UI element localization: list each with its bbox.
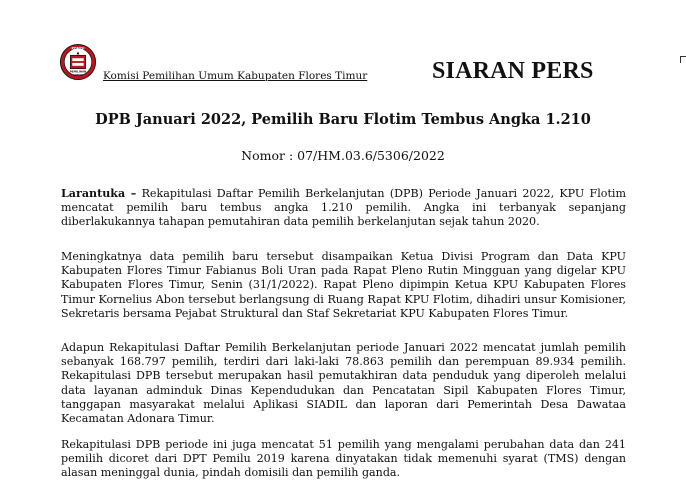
reference-number: Nomor : 07/HM.03.6/5306/2022: [241, 148, 445, 163]
press-release-headline: DPB Januari 2022, Pemilih Baru Flotim Tembus Angka 1.210: [95, 111, 591, 128]
kpu-logo-icon: [59, 43, 97, 81]
document-type-title: SIARAN PERS: [432, 58, 594, 84]
paragraph-3: Adapun Rekapitulasi Daftar Pemilih Berkelanjutan periode Januari 2022 mencatat jumlah pemilih sebanyak 168.797 pemilih, terdiri dari laki-laki 78.863 pemilih dan perempuan 89.934 pemilih. Rekapitulasi DPB tersebut merupakan hasil pemutakhiran data penduduk yang diperoleh melalui data layanan adminduk Dinas Kependudukan dan Pencatatan Sipil Kabupaten Flores Timur, tanggapan masyarakat melalui Aplikasi SIADIL dan laporan dari Pemerintah Desa Dawataa Kecamatan Adonara Timur.: [61, 341, 626, 426]
corner-mark: [680, 56, 686, 63]
logo-text-bottom: UMUM: [73, 73, 83, 77]
logo-text-top: KOMISI: [71, 46, 85, 51]
paragraph-2: Meningkatnya data pemilih baru tersebut disampaikan Ketua Divisi Program dan Data KPU Kabupaten Flores Timur Fabianus Boli Uran pada Rapat Pleno Rutin Mingguan yang digelar KPU Kabupaten Flores Timur, Senin (31/1/2022). Rapat Pleno dipimpin Ketua KPU Kabupaten Flores Timur Kornelius Abon tersebut berlangsung di Ruang Rapat KPU Flotim, dihadiri unsur Komisioner, Sekretaris bersama Pejabat Struktural dan Staf Sekretariat KPU Kabupaten Flores Timur.: [61, 250, 626, 320]
organization-name: Komisi Pemilihan Umum Kabupaten Flores Timur: [103, 70, 368, 82]
paragraph-1: [61, 187, 626, 230]
logo-text-mid: PEMILIHAN: [69, 70, 87, 74]
paragraph-4: Rekapitulasi DPB periode ini juga mencatat 51 pemilih yang mengalami perubahan data dan 241 pemilih dicoret dari DPT Pemilu 2019 karena dinyatakan tidak memenuhi syarat (TMS) dengan alasan meninggal dunia, pindah domisili dan pemilih ganda.: [61, 438, 626, 480]
dateline: Larantuka –: [61, 187, 137, 200]
paragraph-1-text: Rekapitulasi Daftar Pemilih Berkelanjutan (DPB) Periode Januari 2022, KPU Flotim mencatat pemilih baru tembus angka 1.210 pemilih. Angka ini terbanyak sepanjang diberlakukannya tahapan pemutahiran data pemilih berkelanjutan sejak tahun 2020.: [61, 187, 627, 229]
